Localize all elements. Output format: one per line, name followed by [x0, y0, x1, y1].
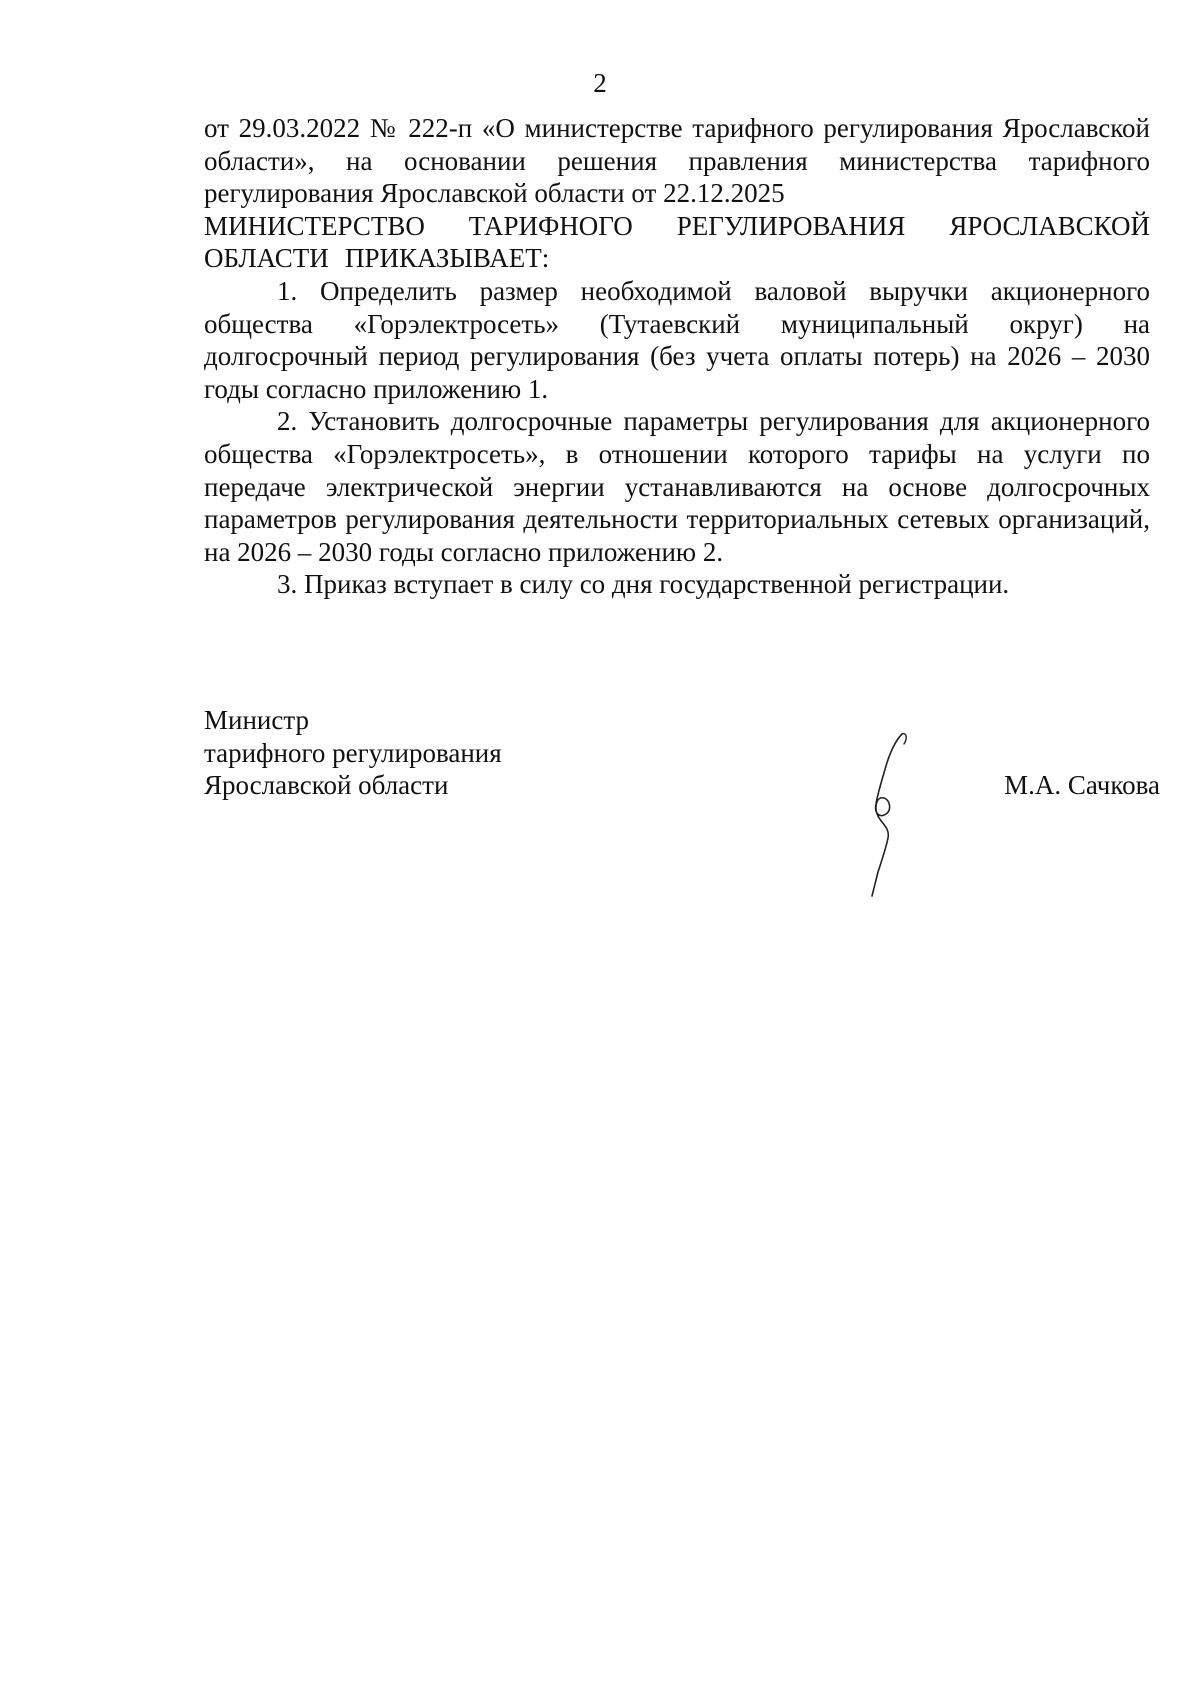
handwritten-signature [860, 730, 930, 900]
preamble-continuation: от 29.03.2022 № 222-п «О министерстве тарифного регулирования Ярославской области», на основании решения правления министерства тарифного регулирования Ярославской области от 22.12.2025 [204, 113, 1150, 209]
order-heading: МИНИСТЕРСТВО ТАРИФНОГО РЕГУЛИРОВАНИЯ ЯРОСЛАВСКОЙ ОБЛАСТИ ПРИКАЗЫВАЕТ: [204, 210, 1150, 274]
order-item-3: 3. Приказ вступает в силу со дня государственной регистрации. [277, 569, 1010, 600]
signer-title-line: тарифного регулирования [204, 737, 502, 768]
signer-name: М.А. Сачкова [1004, 770, 1160, 800]
document-body [204, 112, 1150, 601]
signer-title-line: Министр [204, 705, 309, 735]
order-item-1: 1. Определить размер необходимой валовой выручки акционерного общества «Горэлектросеть» (Тутаевский муниципальный округ) на долгосрочный период регулирования (без учета оплаты потерь) на 2026 – 2030 годы согласно приложению 1. [204, 275, 1150, 404]
signer-title [204, 704, 502, 802]
page-number: 2 [593, 68, 607, 98]
order-item-2: 2. Установить долгосрочные параметры регулирования для акционерного общества «Горэлектросеть», в отношении которого тарифы на услуги по передаче электрической энергии устанавливаются на основе долгосрочных параметров регулирования деятельности территориальных сетевых организаций, на 2026 – 2030 годы согласно приложению 2. [204, 406, 1150, 567]
signer-title-line: Ярославской области [204, 770, 449, 801]
